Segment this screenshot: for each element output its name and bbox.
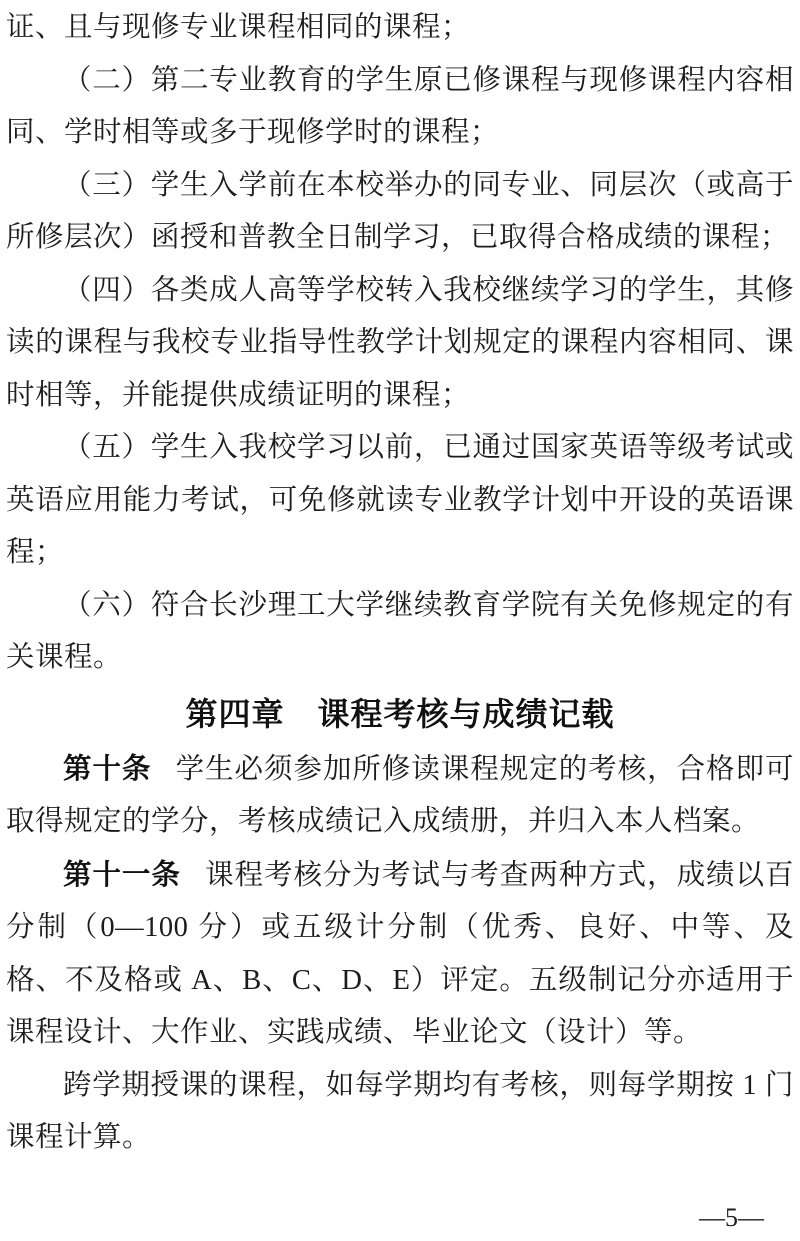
list-item-6: （六）符合长沙理工大学继续教育学院有关免修规定的有关课程。 — [6, 589, 794, 673]
article-10-paragraph — [6, 743, 794, 849]
article-11-text: 课程考核分为考试与考查两种方式，成绩以百分制（0—100 分）或五级计分制（优秀、良好、中等、及格、不及格或 A、B、C、D、E）评定。五级制记分亦适用于课程设计、大作业、实践成绩、毕业论文（设计）等。 — [6, 859, 794, 1048]
article-10-number: 第十条 — [63, 752, 152, 785]
list-item-4: （四）各类成人高等学校转入我校继续学习的学生，其修读的课程与我校专业指导性教学计划规定的课程内容相同、课时相等，并能提供成绩证明的课程； — [6, 274, 794, 411]
article-11-number: 第十一条 — [63, 858, 181, 891]
chapter-heading: 第四章 课程考核与成绩记载 — [185, 695, 615, 732]
list-item-3: （三）学生入学前在本校举办的同专业、同层次（或高于所修层次）函授和普教全日制学习，已取得合格成绩的课程； — [6, 169, 794, 253]
list-item-5: （五）学生入我校学习以前，已通过国家英语等级考试或英语应用能力考试，可免修就读专业教学计划中开设的英语课程； — [6, 432, 794, 568]
article-11-paragraph — [6, 849, 794, 1060]
page-number: —5— — [699, 1203, 764, 1232]
continuation-paragraph: 证、且与现修专业课程相同的课程； — [6, 12, 471, 43]
list-item-2: （二）第二专业教育的学生原已修课程与现修课程内容相同、学时相等或多于现修学时的课程； — [6, 64, 794, 148]
article-10-text: 学生必须参加所修读课程规定的考核，合格即可取得规定的学分，考核成绩记入成绩册，并归入本人档案。 — [6, 753, 794, 837]
closing-paragraph: 跨学期授课的课程，如每学期均有考核，则每学期按 1 门课程计算。 — [6, 1069, 794, 1153]
